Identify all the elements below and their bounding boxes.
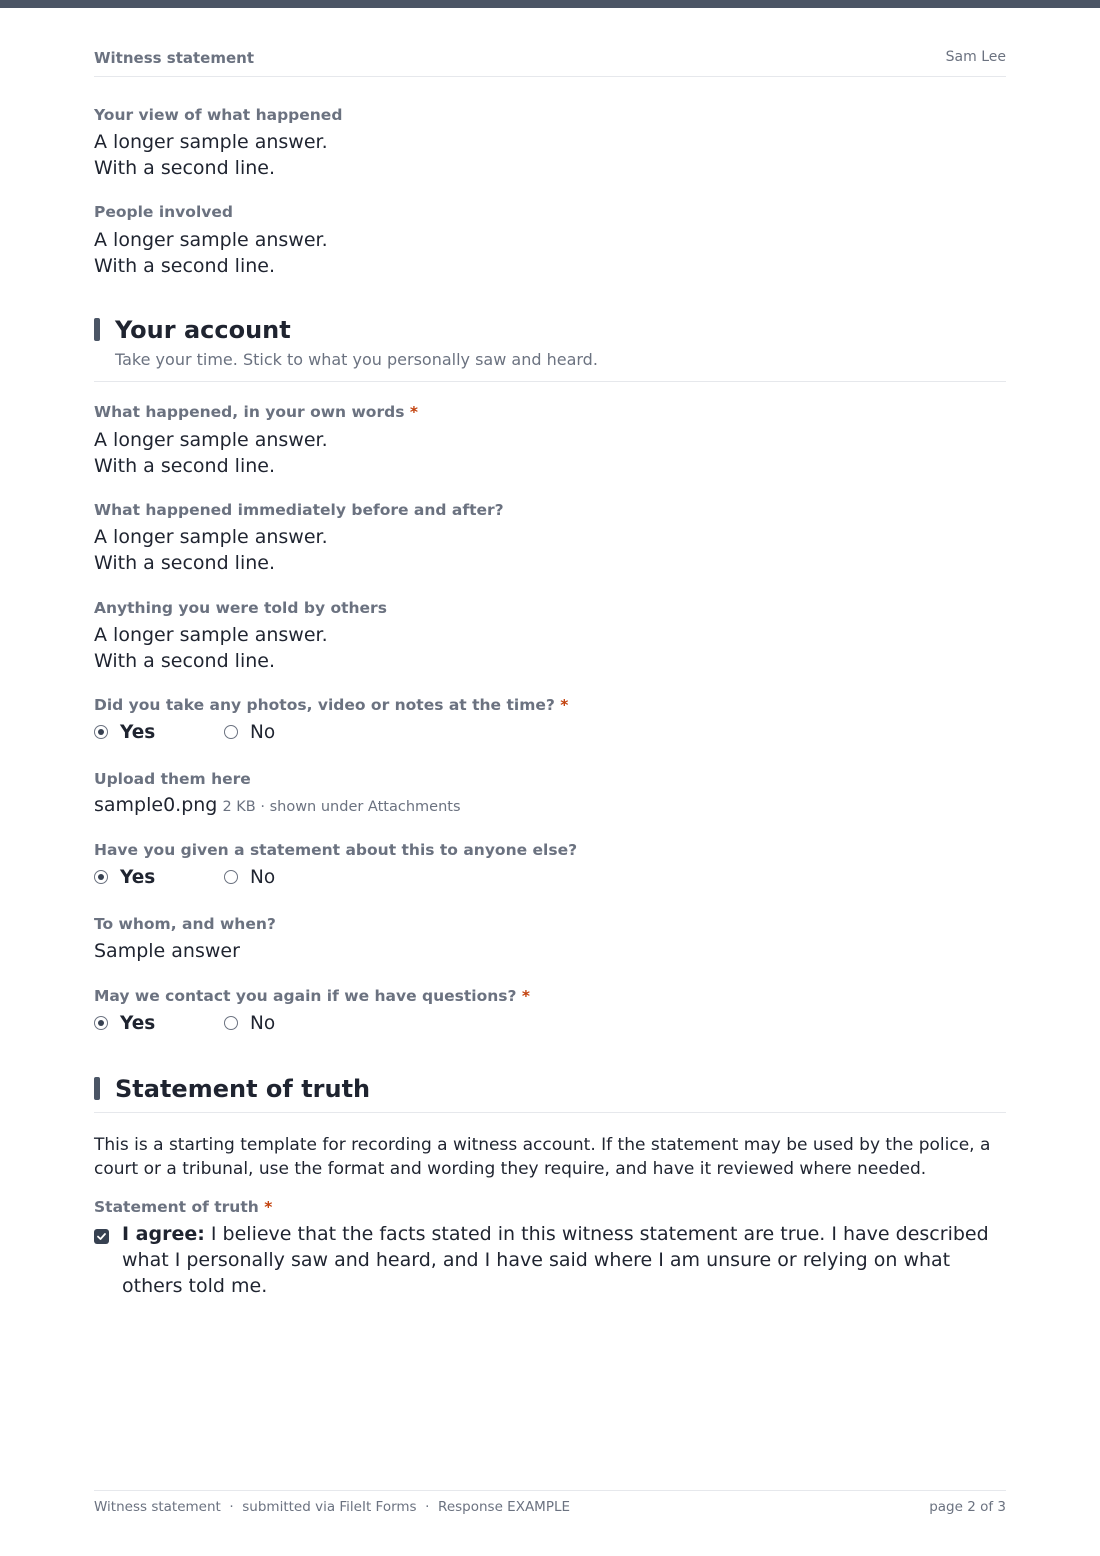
agree-statement bbox=[122, 1221, 1002, 1299]
file-name[interactable]: sample0.png bbox=[94, 794, 218, 816]
footer-info: Witness statement · submitted via FileIt Forms · Response EXAMPLE bbox=[94, 1499, 571, 1515]
agree-text: I believe that the facts stated in this witness statement are true. I have described what I personally saw and heard, and I have said where I am unsure or relying on what others told me. bbox=[122, 1223, 989, 1297]
radio-label: Yes bbox=[120, 1012, 156, 1034]
file-meta: 2 KB · shown under Attachments bbox=[222, 799, 461, 815]
radio-label: Yes bbox=[120, 721, 156, 743]
section-subtitle: Take your time. Stick to what you personally saw and heard. bbox=[115, 350, 598, 369]
field-label-upload: Upload them here bbox=[94, 770, 251, 788]
answer-line: With a second line. bbox=[94, 157, 275, 179]
required-marker: * bbox=[560, 696, 569, 714]
radio-label: No bbox=[250, 866, 276, 888]
field-label-view: Your view of what happened bbox=[94, 106, 343, 124]
radio-given-no[interactable] bbox=[224, 865, 275, 889]
top-accent-bar bbox=[0, 0, 1100, 8]
radio-photos-yes[interactable] bbox=[94, 720, 155, 744]
radio-selected-icon bbox=[94, 725, 108, 739]
radio-group-given-statement bbox=[94, 865, 494, 889]
answer-line: A longer sample answer. bbox=[94, 429, 328, 451]
field-answer-before-after bbox=[94, 524, 328, 576]
label-text: What happened, in your own words bbox=[94, 403, 405, 421]
answer-line: A longer sample answer. bbox=[94, 624, 328, 646]
label-text: Did you take any photos, video or notes at the time? bbox=[94, 696, 555, 714]
section-accent-bar bbox=[94, 1077, 100, 1100]
field-label-people: People involved bbox=[94, 203, 233, 221]
answer-line: With a second line. bbox=[94, 255, 275, 277]
label-text: May we contact you again if we have questions? bbox=[94, 987, 517, 1005]
page-footer bbox=[94, 1490, 1006, 1531]
checkmark-icon bbox=[96, 1231, 107, 1242]
radio-label: No bbox=[250, 721, 276, 743]
radio-group-photos bbox=[94, 720, 494, 744]
answer-line: With a second line. bbox=[94, 455, 275, 477]
field-label-to-whom: To whom, and when? bbox=[94, 915, 276, 933]
radio-label: No bbox=[250, 1012, 276, 1034]
statement-intro: This is a starting template for recording a witness account. If the statement may be used by the police, a court or a tribunal, use the format and wording they require, and have it reviewed where needed. bbox=[94, 1135, 991, 1179]
agree-checkbox[interactable] bbox=[94, 1229, 109, 1244]
required-marker: * bbox=[409, 403, 418, 421]
radio-given-yes[interactable] bbox=[94, 865, 155, 889]
answer-line: A longer sample answer. bbox=[94, 526, 328, 548]
field-label-before-after: What happened immediately before and after? bbox=[94, 501, 504, 519]
field-label-what-happened bbox=[94, 403, 418, 421]
uploaded-file bbox=[94, 794, 461, 816]
field-answer-told-by-others bbox=[94, 622, 328, 674]
section-statement-of-truth bbox=[94, 1075, 1006, 1113]
answer-line: With a second line. bbox=[94, 552, 275, 574]
document-title: Witness statement bbox=[94, 49, 255, 67]
radio-unselected-icon bbox=[224, 725, 238, 739]
answer-line: With a second line. bbox=[94, 650, 275, 672]
radio-unselected-icon bbox=[224, 1016, 238, 1030]
radio-group-contact-again bbox=[94, 1011, 494, 1035]
section-your-account bbox=[94, 316, 1006, 382]
answer-line: A longer sample answer. bbox=[94, 229, 328, 251]
radio-selected-icon bbox=[94, 870, 108, 884]
radio-contact-yes[interactable] bbox=[94, 1011, 155, 1035]
field-answer-to-whom: Sample answer bbox=[94, 940, 240, 962]
section-accent-bar bbox=[94, 318, 100, 341]
answer-line: A longer sample answer. bbox=[94, 131, 328, 153]
page-number: page 2 of 3 bbox=[929, 1499, 1006, 1515]
radio-unselected-icon bbox=[224, 870, 238, 884]
page-header bbox=[94, 49, 1006, 77]
radio-label: Yes bbox=[120, 866, 156, 888]
required-marker: * bbox=[264, 1198, 273, 1216]
field-label-contact-again bbox=[94, 987, 530, 1005]
field-label-photos bbox=[94, 696, 568, 714]
field-label-given-statement: Have you given a statement about this to anyone else? bbox=[94, 841, 578, 859]
label-text: Statement of truth bbox=[94, 1198, 259, 1216]
field-answer-what-happened bbox=[94, 427, 328, 479]
section-title: Your account bbox=[115, 316, 291, 344]
radio-photos-no[interactable] bbox=[224, 720, 275, 744]
required-marker: * bbox=[521, 987, 531, 1005]
section-title: Statement of truth bbox=[115, 1075, 371, 1103]
field-answer-view bbox=[94, 129, 328, 181]
agree-prefix: I agree: bbox=[122, 1223, 205, 1245]
field-label-told-by-others: Anything you were told by others bbox=[94, 599, 387, 617]
field-answer-people bbox=[94, 227, 328, 279]
field-label-statement-of-truth bbox=[94, 1198, 272, 1216]
respondent-name: Sam Lee bbox=[945, 49, 1006, 65]
radio-contact-no[interactable] bbox=[224, 1011, 275, 1035]
radio-selected-icon bbox=[94, 1016, 108, 1030]
